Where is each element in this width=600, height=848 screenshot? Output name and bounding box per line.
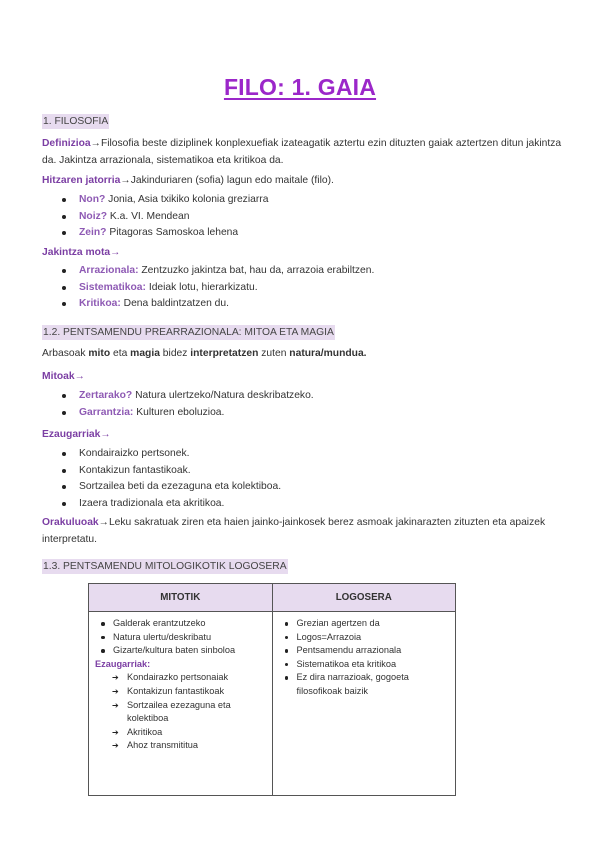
logosera-list [279,617,450,699]
types-list [62,263,374,313]
mitotik-features-list [95,671,266,753]
definition-arrow: → [90,138,101,149]
arrow-icon: ➔ [112,727,119,737]
oracle-arrow: → [98,517,109,528]
types-arrow: → [110,247,121,258]
list-item: ➔ Ahoz transmititua [95,739,266,753]
myths-list [62,388,314,421]
definition-label: Definizioa [42,138,91,149]
list-item: Zertarako? Natura ulertzeko/Natura deskribatzeko. [62,388,314,405]
myths-arrow: → [74,371,85,382]
list-item: Non? Jonia, Asia txikiko kolonia greziarra [62,192,268,209]
section-heading-mitoa-magia: 1.2. PENTSAMENDU PREARRAZIONALA: MITOA ETA MAGIA [43,327,334,338]
definition-text: Filosofia beste diziplinek konplexuefiak izateagatik aztertu ezin dituzten gaiak aztertzen ditun jakintza da. Jakintza arrazionala, sistematikoa eta kritikoa da. [42,138,562,166]
table-cell-logosera [272,612,456,796]
list-item: Garrantzia: Kulturen eboluzioa. [62,405,314,422]
list-item: Pentsamendu arrazionala [279,644,450,658]
definition-paragraph [42,135,562,169]
types-label: Jakintza mota [42,247,111,258]
table-row [89,612,456,796]
list-item: Arrazionala: Zentzuzko jakintza bat, hau da, arrazoia erabiltzen. [62,263,374,280]
column-header-mitotik: MITOTIK [89,584,273,612]
list-item: ➔ Akritikoa [95,726,266,740]
arrow-icon: ➔ [112,741,119,751]
list-item: ➔ Sortzailea ezezaguna eta kolektiboa [112,699,231,724]
features-label: Ezaugarriak [42,429,101,440]
mitotik-features-label: Ezaugarriak: [95,658,151,669]
arrow-icon: ➔ [112,700,119,710]
list-item: Grezian agertzen da [279,617,450,631]
myths-paragraph [42,368,562,385]
features-list [62,446,281,512]
origin-list [62,192,268,242]
features-paragraph [42,426,562,443]
list-item: Izaera tradizionala eta akritikoa. [62,496,281,513]
list-item: Sortzailea beti da ezezaguna eta kolektiboa. [62,479,281,496]
list-item: Galderak erantzutzeko [95,617,266,631]
origin-arrow: → [120,175,131,186]
origin-text: Jakinduriaren (sofia) lagun edo maitale (filo). [130,175,334,186]
mitotik-list [95,617,266,658]
oracle-paragraph [42,514,562,548]
list-item: Kondairaizko pertsonek. [62,446,281,463]
arrow-icon: ➔ [112,673,119,683]
oracle-label: Orakuluoak [42,517,99,528]
list-item: Natura ulertu/deskribatu [95,631,266,645]
arrow-icon: ➔ [112,686,119,696]
list-item: ➔ Kontakizun fantastikoak [95,685,266,699]
types-paragraph [42,244,562,261]
list-item: Kontakizun fantastikoak. [62,463,281,480]
oracle-text: Leku sakratuak ziren eta haien jainko-jainkosek berez asmoak jakinarazten zituzten eta apaizek interpretatu. [42,517,546,545]
origin-label: Hitzaren jatorria [42,175,121,186]
column-header-logosera: LOGOSERA [272,584,456,612]
features-arrow: → [100,429,111,440]
section-heading-filosofia: 1. FILOSOFIA [43,116,109,127]
table-header-row [89,584,456,612]
origin-paragraph [42,172,562,189]
intro-paragraph: Arbasoak mito eta magia bidez interpretatzen zuten natura/mundua. [42,348,367,359]
comparison-table [88,583,456,796]
list-item: Noiz? K.a. VI. Mendean [62,209,268,226]
list-item: ➔ Kondairazko pertsonaiak [95,671,266,685]
myths-label: Mitoak [42,371,75,382]
list-item: Sistematikoa: Ideiak lotu, hierarkizatu. [62,280,374,297]
list-item: Sistematikoa eta kritikoa [279,658,450,672]
list-item: Kritikoa: Dena baldintzatzen du. [62,296,374,313]
list-item: Logos=Arrazoia [279,631,450,645]
section-heading-logosera: 1.3. PENTSAMENDU MITOLOGIKOTIK LOGOSERA [43,561,287,572]
list-item: Zein? Pitagoras Samoskoa lehena [62,225,268,242]
list-item: Gizarte/kultura baten sinboloa [95,644,266,658]
page-title: FILO: 1. GAIA [223,74,377,100]
table-cell-mitotik [89,612,273,796]
list-item: Ez dira narrazioak, gogoeta filosofikoak baizik [279,671,450,698]
